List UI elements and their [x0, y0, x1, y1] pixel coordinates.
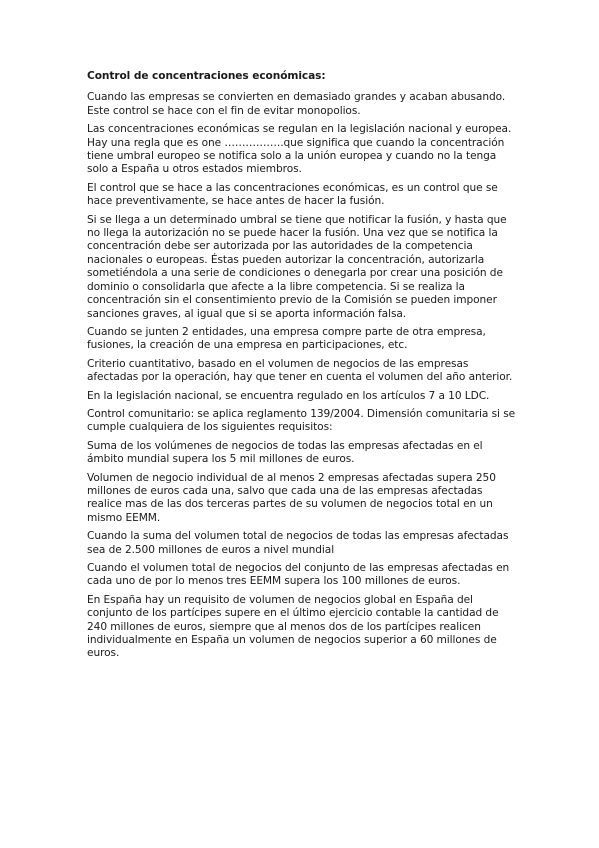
- paragraph-requirement-total-turnover: Cuando la suma del volumen total de negocios de todas las empresas afectadas sea de 2.500 millones de euros a nivel mundial: [87, 530, 509, 556]
- paragraph-requirement-world-turnover: Suma de los volúmenes de negocios de todas las empresas afectadas en el ámbito mundial supera los 5 mil millones de euros.: [87, 439, 483, 466]
- paragraph-community-control: Control comunitario: se aplica reglamento 139/2004. Dimensión comunitaria si se cumple cualquiera de los siguientes requisitos:: [87, 407, 516, 434]
- paragraph-spain-requirement: En España hay un requisito de volumen de negocios global en España del conjunto de los partícipes supere en el último ejercicio contable la cantidad de 240 millones de euros, siempre que al menos dos de los partícipes realicen individualmente en España un volumen de negocios superior a 60 millones de euros.: [87, 593, 499, 660]
- paragraph-regulation: Las concentraciones económicas se regulan en la legislación nacional y europea. Hay una regla que es one ……………..que significa que cuando la concentración tiene umbral europeo se notifica solo a la unión europea y cuando no la tenga solo a España u otros estados miembros.: [87, 123, 512, 176]
- document-title: Control de concentraciones económicas:: [87, 70, 326, 82]
- paragraph-national-legislation: En la legislación nacional, se encuentra regulado en los artículos 7 a 10 LDC.: [87, 389, 490, 402]
- paragraph-requirement-three-member-states: Cuando el volumen total de negocios del conjunto de las empresas afectadas en cada uno de por lo menos tres EEMM supera los 100 millones de euros.: [87, 562, 510, 588]
- paragraph-requirement-individual-turnover: Volumen de negocio individual de al menos 2 empresas afectadas supera 250 millones de euros cada una, salvo que cada una de las empresas afectadas realice mas de las dos terceras partes de su volumen de negocios total en un mismo EEMM.: [87, 471, 496, 524]
- paragraph-notification: Si se llega a un determinado umbral se tiene que notificar la fusión, y hasta que no llega la autorización no se puede hacer la fusión. Una vez que se notifica la concentración debe ser autorizada por las autoridades de la competencia nacionales o europeas. Éstas pueden autorizar la concentración, autorizarla sometiéndola a una serie de condiciones o denegarla por crear una posición de dominio o consolidarla que afecte a la libre competencia. Si se realiza la concentración sin el consentimiento previo de la Comisión se pueden imponer sanciones graves, al igual que si se aporta información falsa.: [87, 213, 507, 320]
- paragraph-preventive-control: El control que se hace a las concentraciones económicas, es un control que se hace preventivamente, se hace antes de hacer la fusión.: [87, 181, 498, 208]
- paragraph-intro: Cuando las empresas se convierten en demasiado grandes y acaban abusando. Este control se hace con el fin de evitar monopolios.: [87, 91, 506, 117]
- paragraph-quantitative-criterion: Criterio cuantitativo, basado en el volumen de negocios de las empresas afectadas por la operación, hay que tener en cuenta el volumen del año anterior.: [87, 357, 513, 384]
- document-body: [87, 70, 517, 666]
- paragraph-cases: Cuando se junten 2 entidades, una empresa compre parte de otra empresa, fusiones, la creación de una empresa en participaciones, etc.: [87, 325, 486, 352]
